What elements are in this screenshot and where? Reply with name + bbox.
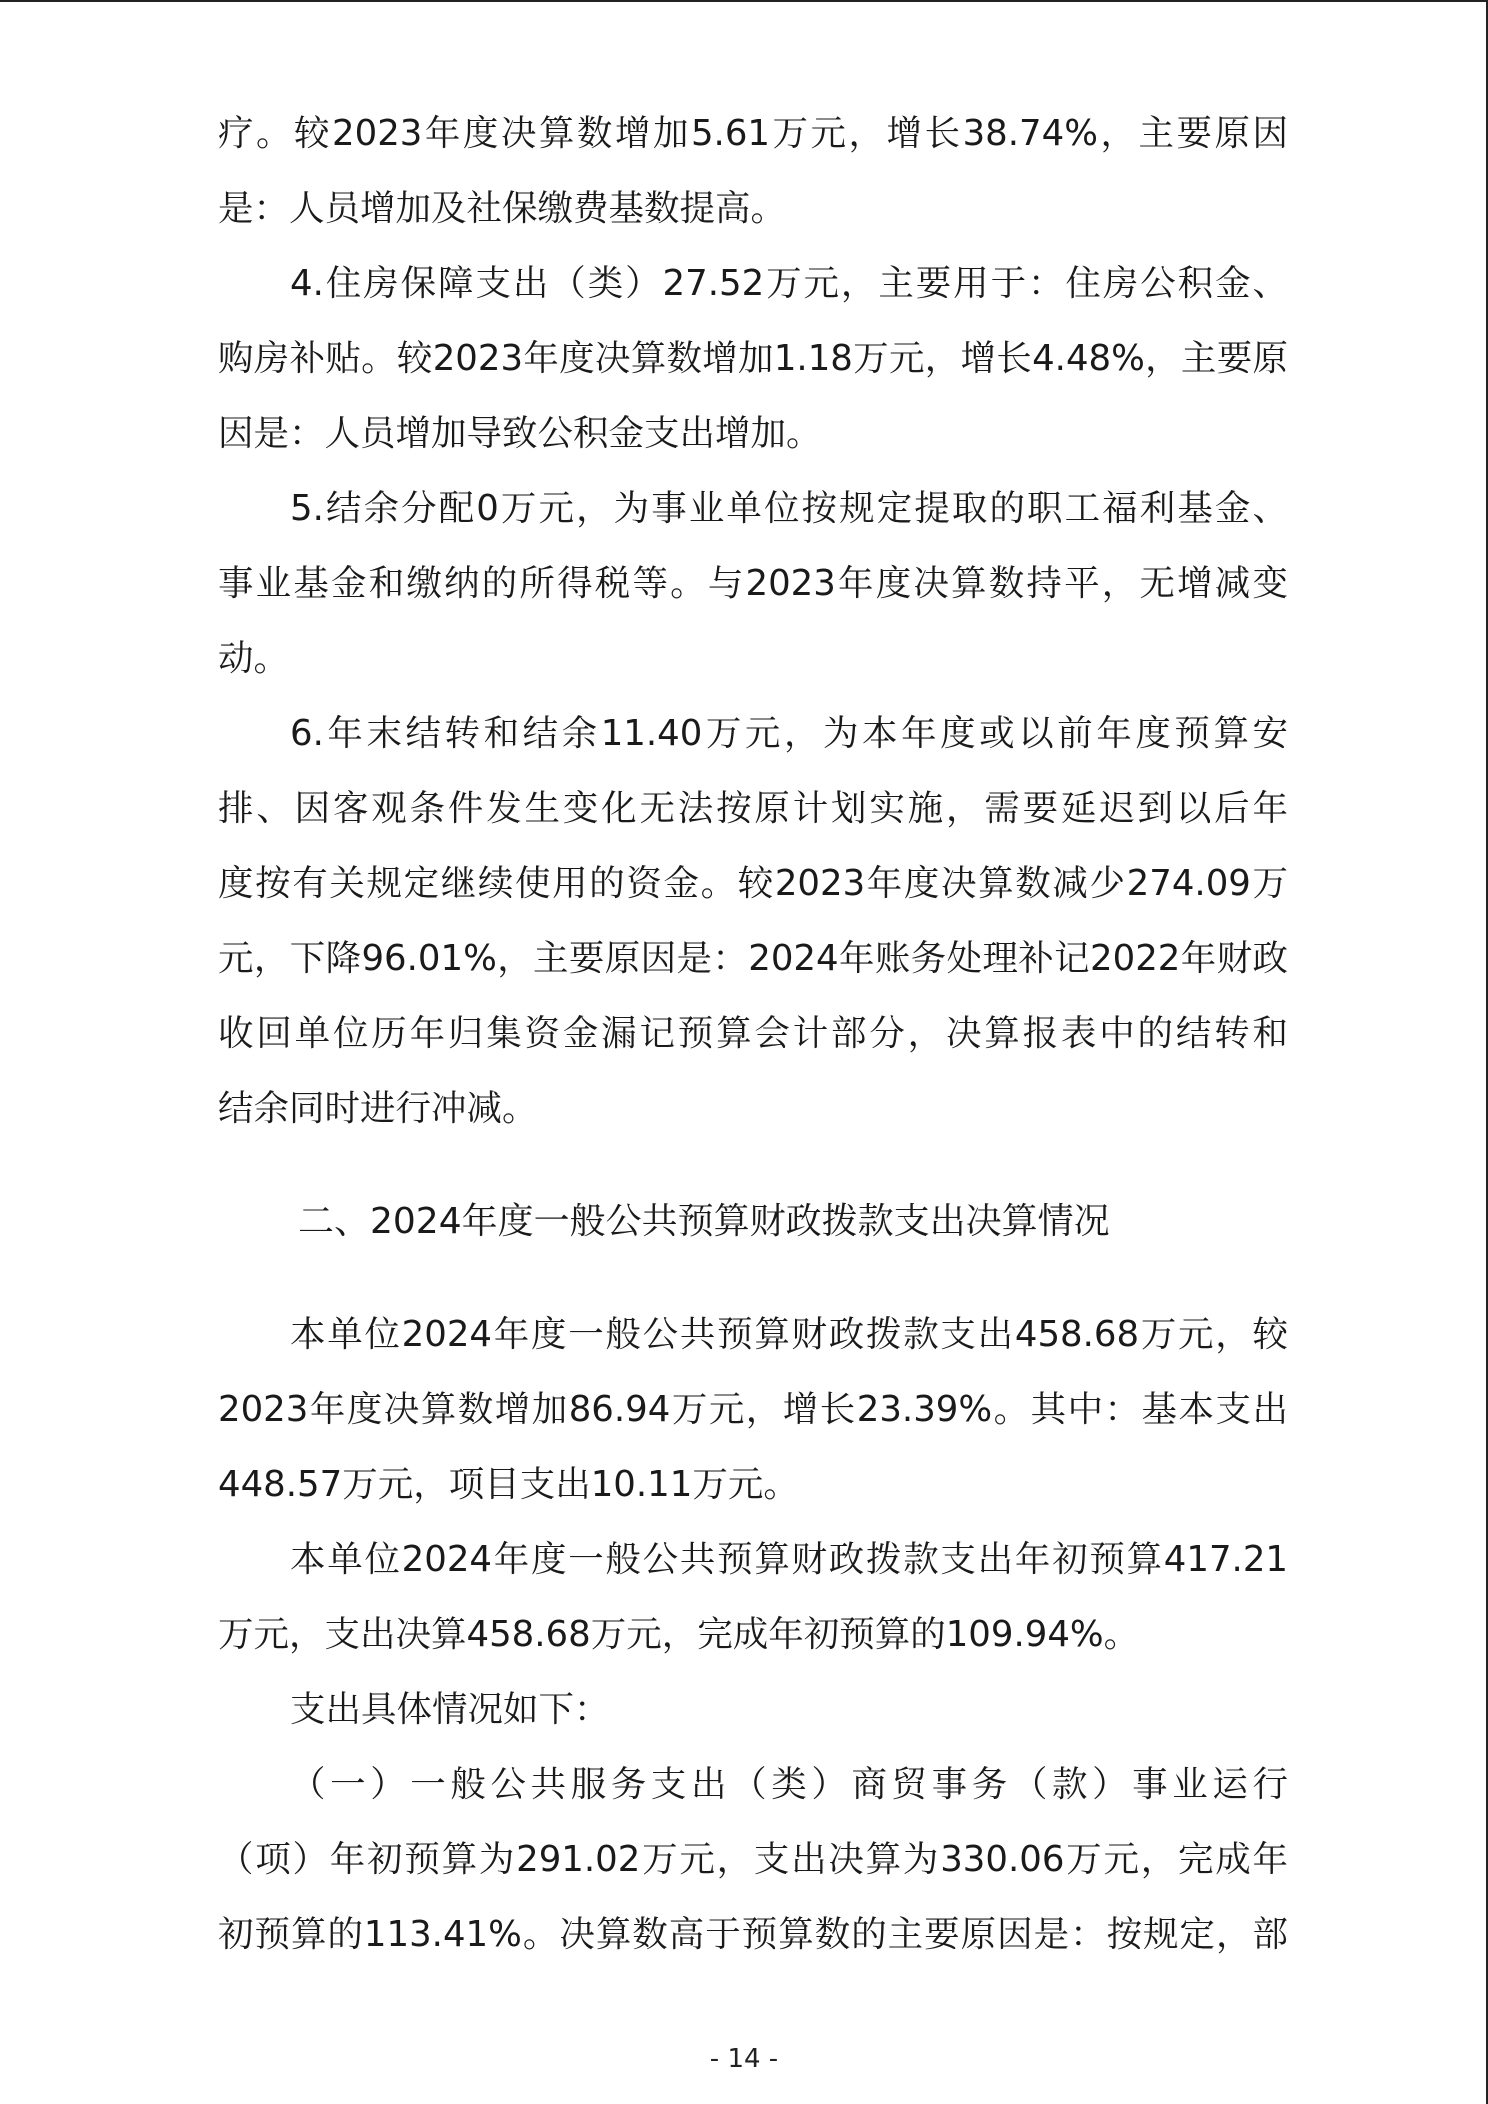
text-line: 5.结余分配0万元，为事业单位按规定提取的职工福利基金、 (290, 488, 1288, 529)
text-line: 支出具体情况如下： (290, 1689, 610, 1730)
text-line: 动。 (218, 638, 290, 679)
page-border-top (0, 0, 1488, 2)
text-line: 本单位2024年度一般公共预算财政拨款支出年初预算417.21 (290, 1539, 1288, 1580)
text-line: 448.57万元，项目支出10.11万元。 (218, 1464, 799, 1505)
text-line: 排、因客观条件发生变化无法按原计划实施，需要延迟到以后年 (218, 788, 1288, 829)
text-line: 疗。较2023年度决算数增加5.61万元，增长38.74%，主要原因 (218, 113, 1288, 154)
text-line: 度按有关规定继续使用的资金。较2023年度决算数减少274.09万 (218, 863, 1288, 904)
text-line: 是：人员增加及社保缴费基数提高。 (218, 188, 787, 229)
text-line: （一）一般公共服务支出（类）商贸事务（款）事业运行 (290, 1764, 1288, 1805)
text-line: 因是：人员增加导致公积金支出增加。 (218, 413, 822, 454)
text-line: 元，下降96.01%，主要原因是：2024年账务处理补记2022年财政 (218, 938, 1288, 979)
text-line: 万元，支出决算458.68万元，完成年初预算的109.94%。 (218, 1614, 1140, 1655)
text-line: 购房补贴。较2023年度决算数增加1.18万元，增长4.48%，主要原 (218, 338, 1288, 379)
text-line: 事业基金和缴纳的所得税等。与2023年度决算数持平，无增减变 (218, 563, 1288, 604)
text-line: 6.年末结转和结余11.40万元，为本年度或以前年度预算安 (290, 713, 1288, 754)
text-line: 结余同时进行冲减。 (218, 1088, 538, 1129)
text-line: 本单位2024年度一般公共预算财政拨款支出458.68万元，较 (290, 1314, 1288, 1355)
text-line: 2023年度决算数增加86.94万元，增长23.39%。其中：基本支出 (218, 1389, 1288, 1430)
text-line: 4.住房保障支出（类）27.52万元，主要用于：住房公积金、 (290, 263, 1288, 304)
paragraph-block-after-heading (218, 1297, 1288, 1972)
text-line: （项）年初预算为291.02万元，支出决算为330.06万元，完成年 (218, 1839, 1288, 1880)
paragraph-block-before-heading (218, 96, 1288, 1146)
text-line: 初预算的113.41%。决算数高于预算数的主要原因是：按规定，部 (218, 1914, 1288, 1955)
text-line: 收回单位历年归集资金漏记预算会计部分，决算报表中的结转和 (218, 1013, 1288, 1054)
section-heading: 二、2024年度一般公共预算财政拨款支出决算情况 (298, 1201, 1110, 1242)
page-number: - 14 - (709, 2044, 779, 2074)
document-body (218, 96, 1288, 1972)
